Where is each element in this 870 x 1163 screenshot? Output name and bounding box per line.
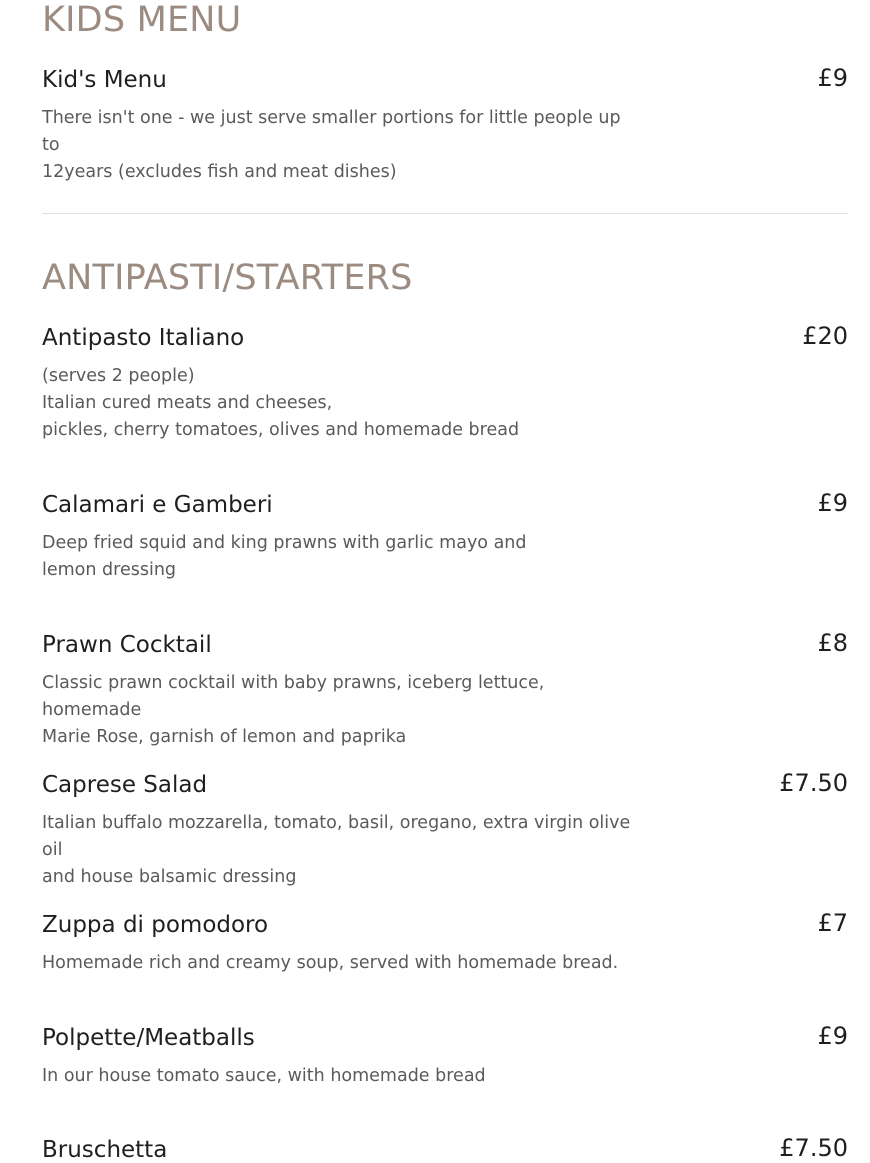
item-name: Prawn Cocktail [42, 632, 212, 658]
item-name: Zuppa di pomodoro [42, 912, 269, 938]
menu-item-kids-menu [42, 64, 848, 186]
item-price: £9 [817, 489, 848, 517]
item-description: Deep fried squid and king prawns with garlic mayo and lemon dressing [42, 533, 527, 580]
item-description: Classic prawn cocktail with baby prawns, iceberg lettuce, homemade Marie Rose, garnish of lemon and paprika [42, 673, 545, 747]
item-name: Calamari e Gamberi [42, 492, 273, 518]
menu-item-caprese-salad [42, 769, 848, 891]
section-divider [42, 213, 848, 214]
menu-item-antipasto-italiano [42, 322, 848, 444]
item-name: Caprese Salad [42, 772, 208, 798]
menu-item-polpette-meatballs [42, 1022, 848, 1090]
item-price: £7.50 [779, 1134, 848, 1162]
item-name: Kid's Menu [42, 67, 167, 93]
menu-item-zuppa-di-pomodoro [42, 909, 848, 977]
item-name: Bruschetta [42, 1137, 168, 1163]
section-title-kids-menu: KIDS MENU [42, 0, 242, 40]
item-price: £9 [817, 64, 848, 92]
item-name: Antipasto Italiano [42, 325, 245, 351]
item-price: £20 [802, 322, 848, 350]
item-description: There isn't one - we just serve smaller portions for little people up to 12years (excludes fish and meat dishes) [42, 108, 621, 182]
menu-item-bruschetta [42, 1134, 848, 1163]
item-name: Polpette/Meatballs [42, 1025, 255, 1051]
item-price: £7.50 [779, 769, 848, 797]
item-price: £7 [817, 909, 848, 937]
menu-item-calamari-e-gamberi [42, 489, 848, 584]
item-description: Homemade rich and creamy soup, served with homemade bread. [42, 953, 619, 973]
item-price: £8 [817, 629, 848, 657]
menu-item-prawn-cocktail [42, 629, 848, 751]
item-description: (serves 2 people) Italian cured meats and cheeses, pickles, cherry tomatoes, olives and homemade bread [42, 366, 520, 440]
item-description: Italian buffalo mozzarella, tomato, basil, oregano, extra virgin olive oil and house balsamic dressing [42, 813, 631, 887]
item-price: £9 [817, 1022, 848, 1050]
section-title-starters: ANTIPASTI/STARTERS [42, 258, 413, 298]
item-description: In our house tomato sauce, with homemade bread [42, 1066, 486, 1086]
